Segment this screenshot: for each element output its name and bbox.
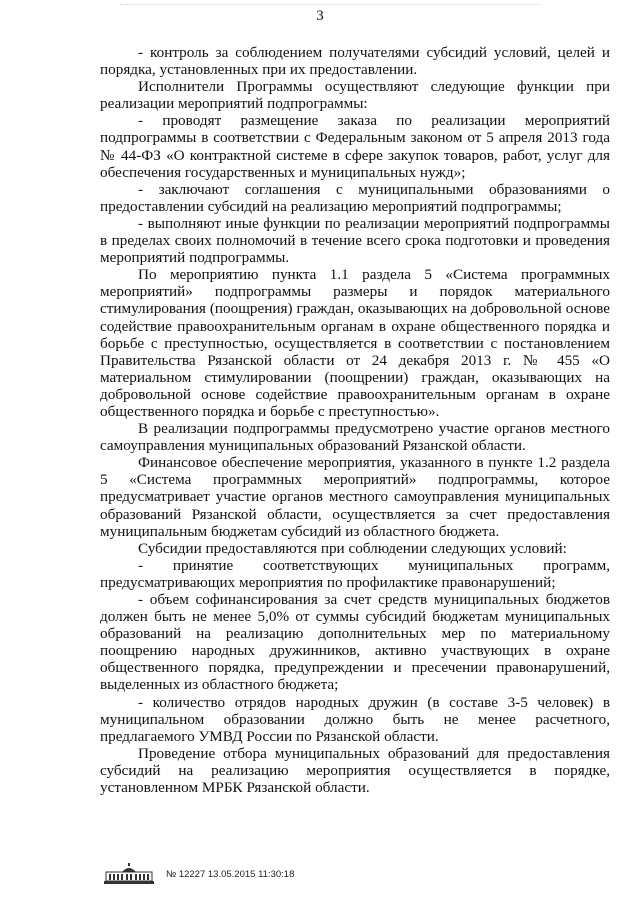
paragraph-executors-functions: Исполнители Программы осуществляют следующие функции при реализации мероприятий подпрограммы: [100,78,610,113]
paragraph-condition-squads: - количество отрядов народных дружин (в составе 3-5 человек) в муниципальном образовании должно быть не менее расчетного, предлагаемого УМВД России по Рязанской области. [100,693,610,745]
paragraph-financing: Финансовое обеспечение мероприятия, указанного в пункте 1.2 раздела 5 «Система программных мероприятий» подпрограммы, которое предусматривает участие органов местного самоуправления муниципальных образований Рязанской области, осуществляется за счет предоставления муниципальным бюджетам субсидий из областного бюджета. [100,454,610,540]
paragraph-condition-cofinancing: - объем софинансирования за счет средств муниципальных бюджетов должен быть не менее 5,0% от суммы субсидий бюджетам муниципальных образований на реализацию дополнительных мер по материальному поощрению народных дружинников, активно участвующих в охране общественного порядка, предупреждении и пресечении правонарушений, выделенных из областного бюджета; [100,591,610,694]
paragraph-condition-programs: - принятие соответствующих муниципальных программ, предусматривающих мероприятия по профилактике правонарушений; [100,556,610,591]
paragraph-procurement: - проводят размещение заказа по реализации мероприятий подпрограммы в соответствии с Федеральным законом от 5 апреля 2013 года № 44-ФЗ «О контрактной системе в сфере закупок товаров, работ, услуг для обеспечения государственных и муниципальных нужд»; [100,112,610,181]
document-body [100,44,610,796]
paragraph-control-clause: - контроль за соблюдением получателями субсидий условий, целей и порядка, установленных при их предоставлении. [100,44,610,79]
document-footer [102,862,362,886]
document-registration-stamp: № 12227 13.05.2015 11:30:18 [166,868,295,880]
paragraph-selection: Проведение отбора муниципальных образований для предоставления субсидий на реализацию мероприятия осуществляется в порядке, установленном МРБК Рязанской области. [100,744,610,797]
paragraph-agreements: - заключают соглашения с муниципальными образованиями о предоставлении субсидий на реализацию мероприятий подпрограммы; [100,180,610,215]
paragraph-other-functions: - выполняют иные функции по реализации мероприятий подпрограммы в пределах своих полномочий в течение всего срока подготовки и проведения мероприятий подпрограммы. [100,214,610,267]
page-number: 3 [316,8,324,24]
paragraph-stimulation: По мероприятию пункта 1.1 раздела 5 «Система программных мероприятий» подпрограммы размеры и порядок материального стимулирования (поощрения) граждан, оказывающих на добровольной основе содействие правоохранительным органам в охране общественного порядка и борьбе с преступностью, осуществляется в соответствии с постановлением Правительства Рязанской области от 24 декабря 2013 г. № 455 «О материальном стимулировании (поощрении) граждан, оказывающих на добровольной основе содействие правоохранительным органам в охране общественного порядка и борьбе с преступностью». [100,266,610,420]
paragraph-local-participation: В реализации подпрограммы предусмотрено участие органов местного самоуправления муниципальных образований Рязанской области. [100,420,610,455]
paragraph-subsidy-conditions: Субсидии предоставляются при соблюдении следующих условий: [138,539,567,557]
building-stamp-icon [102,863,156,885]
